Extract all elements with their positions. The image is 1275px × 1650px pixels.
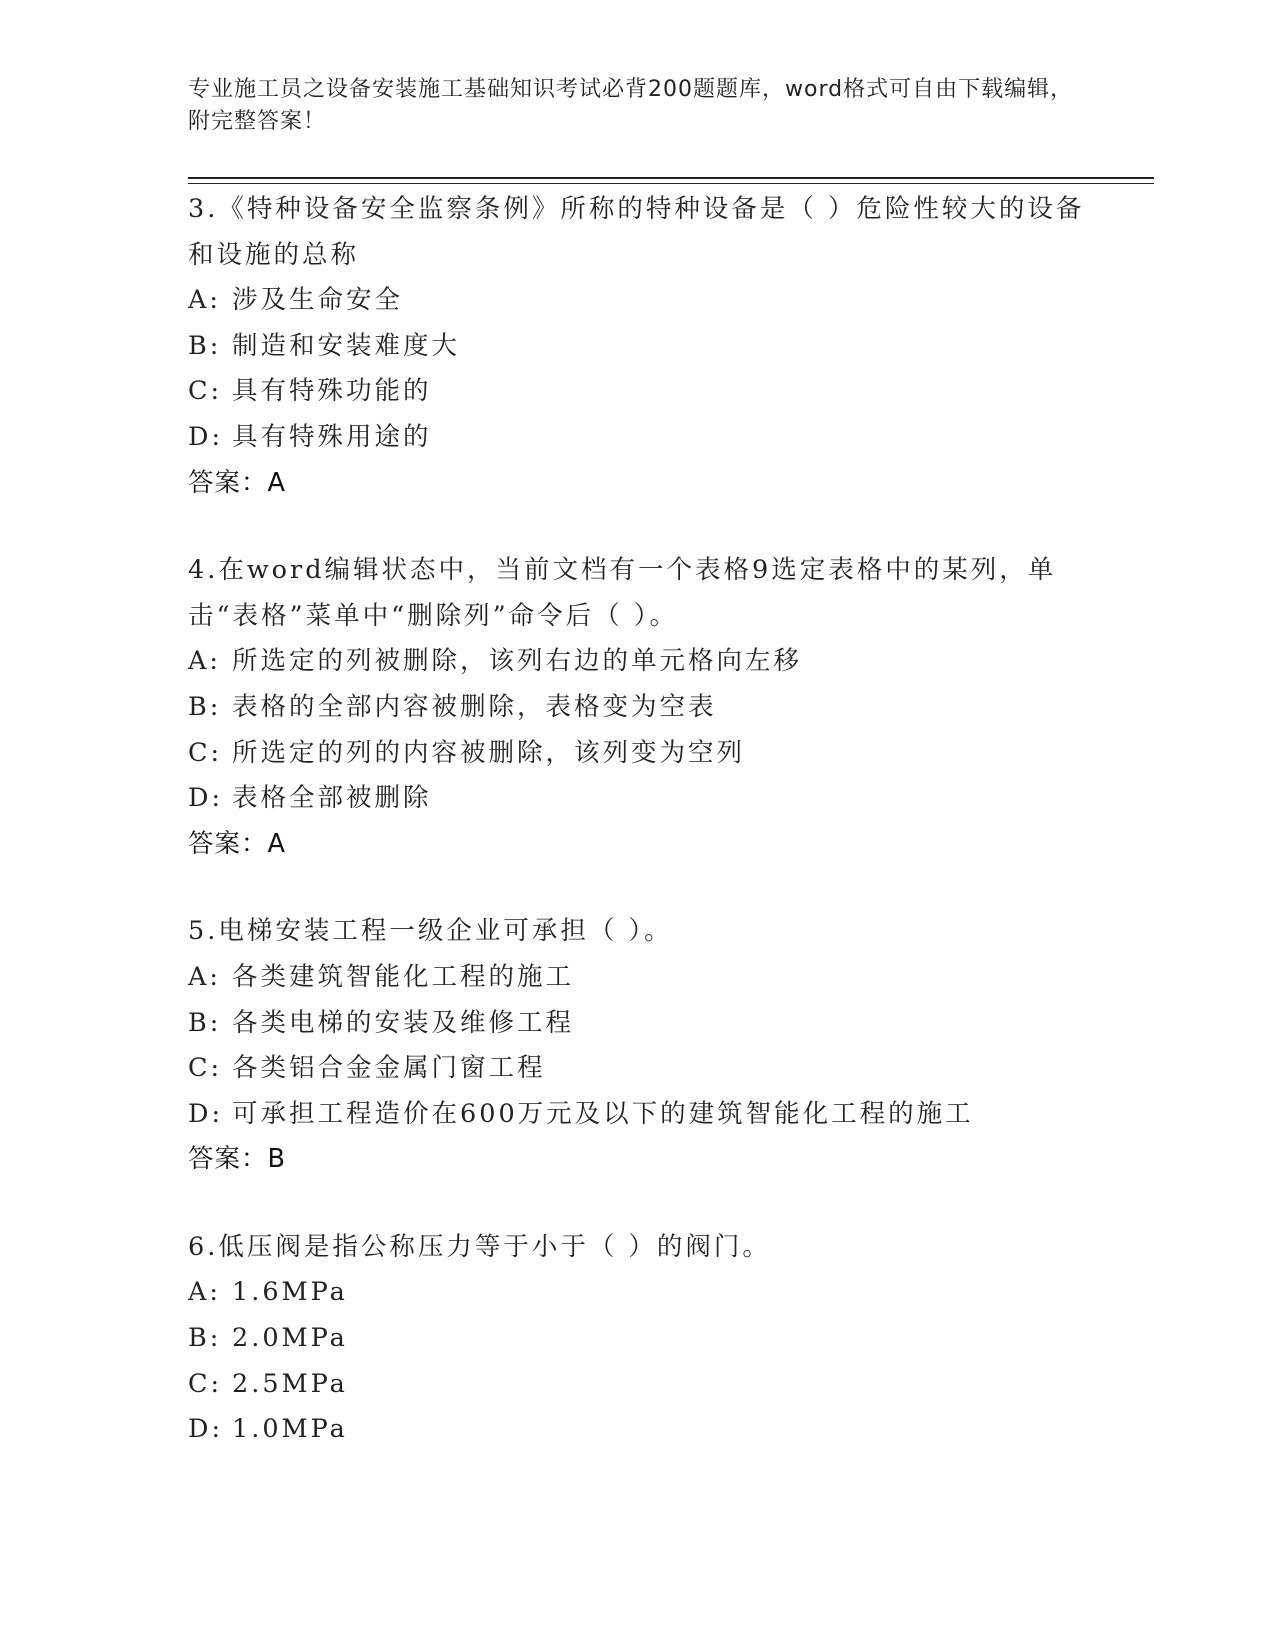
question-text: 6.低压阀是指公称压力等于小于（ ）的阀门。 [188, 1231, 771, 1262]
option-text: 可承担工程造价在600万元及以下的建筑智能化工程的施工 [232, 1098, 974, 1129]
option-a [188, 278, 1088, 324]
option-letter: C: [188, 1368, 223, 1399]
option-c [188, 1046, 1088, 1092]
option-letter: A: [188, 1277, 222, 1308]
option-text: 各类铝合金金属门窗工程 [232, 1053, 546, 1084]
option-b [188, 324, 1088, 370]
option-text: 制造和安装难度大 [232, 330, 461, 361]
option-text: 2.5MPa [232, 1368, 348, 1399]
option-d [188, 1407, 1088, 1453]
option-text: 1.6MPa [232, 1277, 348, 1308]
header-divider-thick [188, 177, 1154, 179]
option-text: 具有特殊功能的 [232, 376, 432, 407]
option-text: 具有特殊用途的 [232, 421, 432, 452]
answer-line: 答案：A [188, 828, 286, 859]
option-c [188, 1362, 1088, 1408]
option-text: 涉及生命安全 [232, 285, 404, 316]
option-a [188, 955, 1088, 1001]
option-list [188, 639, 1088, 821]
question-3 [188, 187, 1088, 506]
answer-line: 答案：A [188, 467, 286, 498]
option-c [188, 731, 1088, 777]
option-text: 表格的全部内容被删除，表格变为空表 [232, 691, 717, 722]
option-text: 1.0MPa [232, 1414, 348, 1445]
option-letter: B: [188, 1007, 222, 1038]
option-letter: B: [188, 691, 222, 722]
option-b [188, 685, 1088, 731]
option-text: 表格全部被删除 [232, 783, 432, 814]
answer-line: 答案：B [188, 1144, 286, 1175]
option-letter: B: [188, 330, 222, 361]
option-letter: C: [188, 376, 223, 407]
question-4 [188, 548, 1088, 867]
option-d [188, 776, 1088, 822]
option-d [188, 1092, 1088, 1138]
document-header: 专业施工员之设备安装施工基础知识考试必背200题题库，word格式可自由下载编辑，附完整答案！ [188, 77, 1074, 134]
question-text: 3.《特种设备安全监察条例》所称的特种设备是（ ）危险性较大的设备和设施的总称 [188, 194, 1085, 270]
option-letter: D: [188, 1098, 224, 1129]
option-text: 各类电梯的安装及维修工程 [232, 1007, 575, 1038]
option-text: 2.0MPa [232, 1323, 348, 1354]
option-b [188, 1001, 1088, 1047]
question-6 [188, 1225, 1088, 1453]
question-list [188, 187, 1088, 1495]
option-text: 所选定的列被删除，该列右边的单元格向左移 [232, 646, 803, 677]
option-letter: C: [188, 1053, 223, 1084]
question-5 [188, 909, 1088, 1183]
option-letter: A: [188, 285, 222, 316]
option-letter: D: [188, 421, 224, 452]
option-letter: C: [188, 737, 223, 768]
option-a [188, 639, 1088, 685]
option-c [188, 369, 1088, 415]
option-a [188, 1270, 1088, 1316]
option-letter: B: [188, 1323, 222, 1354]
option-d [188, 415, 1088, 461]
option-b [188, 1316, 1088, 1362]
option-list [188, 278, 1088, 460]
option-letter: D: [188, 1414, 224, 1445]
option-list [188, 1270, 1088, 1452]
option-letter: D: [188, 783, 224, 814]
header-divider-thin [188, 183, 1154, 184]
option-list [188, 955, 1088, 1137]
question-text: 4.在word编辑状态中，当前文档有一个表格9选定表格中的某列，单击“表格”菜单中“删除列”命令后（ ）。 [188, 555, 1057, 631]
question-text: 5.电梯安装工程一级企业可承担（ ）。 [188, 916, 673, 947]
option-text: 所选定的列的内容被删除，该列变为空列 [232, 737, 746, 768]
option-text: 各类建筑智能化工程的施工 [232, 961, 575, 992]
option-letter: A: [188, 961, 222, 992]
option-letter: A: [188, 646, 222, 677]
